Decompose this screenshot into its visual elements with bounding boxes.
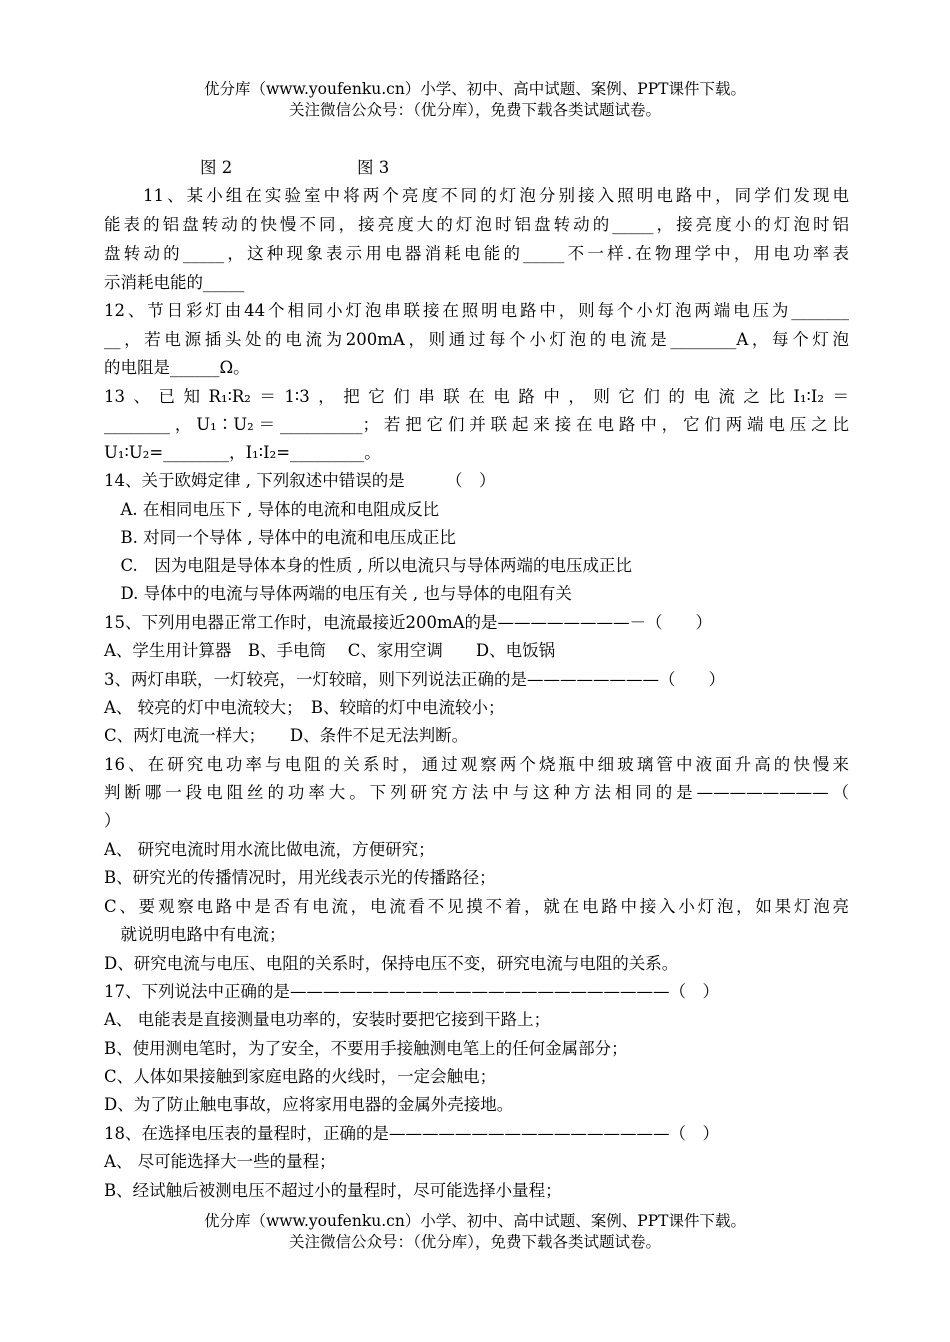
- q12-line-2: __，若电源插头处的电流为200mA，则通过每个小灯泡的电流是________A，每个灯泡: [104, 330, 849, 349]
- q15-stem: 15、下列用电器正常工作时，电流最接近200mA的是————————－（ ）: [104, 613, 713, 632]
- q12-line-1: 12、节日彩灯由44个相同小灯泡串联接在照明电路中，则每个小灯泡两端电压为_______: [104, 301, 849, 320]
- footer-line-1: 优分库（www.youfenku.cn）小学、初中、高中试题、案例、PPT课件下载。: [203, 1212, 747, 1230]
- q14-stem: 14、关于欧姆定律 , 下列叙述中错误的是 （ ）: [104, 471, 496, 490]
- q11-line-1: 11、某小组在实验室中将两个亮度不同的灯泡分别接入照明电路中，同学们发现电: [143, 186, 849, 205]
- footer-line-2: 关注微信公众号：（优分库），免费下载各类试题试卷。: [288, 1233, 661, 1251]
- q17-option-d: D、为了防止触电事故，应将家用电器的金属外壳接地。: [104, 1095, 514, 1114]
- header-line-1: 优分库（www.youfenku.cn）小学、初中、高中试题、案例、PPT课件下载。: [203, 80, 747, 98]
- q17-option-b: B、使用测电笔时，为了安全，不要用手接触测电笔上的任何金属部分；: [104, 1039, 628, 1058]
- q14-option-a: A. 在相同电压下 , 导体的电流和电阻成反比: [104, 500, 440, 519]
- q3-stem: 3、两灯串联，一灯较亮，一灯较暗，则下列说法正确的是————————（ ）: [104, 670, 725, 689]
- q11-line-2: 能表的铝盘转动的快慢不同，接亮度大的灯泡时铝盘转动的_____，接亮度小的灯泡时铝: [104, 215, 849, 234]
- q15-options: A、学生用计算器 B、手电筒 C、家用空调 D、电饭锅: [104, 641, 556, 660]
- q12-line-3: 的电阻是______Ω。: [104, 358, 250, 377]
- q16-line-3: ）: [104, 811, 121, 830]
- q16-option-a: A、 研究电流时用水流比做电流，方便研究；: [104, 840, 435, 859]
- figure-3-caption: 图 3: [357, 158, 390, 177]
- q3-options-ab: A、 较亮的灯中电流较大； B、较暗的灯中电流较小；: [104, 698, 505, 717]
- q16-option-c-line-1: C、要观察电路中是否有电流，电流看不见摸不着，就在电路中接入小灯泡，如果灯泡亮: [104, 897, 849, 916]
- q17-option-c: C、人体如果接触到家庭电路的火线时，一定会触电；: [104, 1067, 497, 1086]
- q18-option-b: B、经试触后被测电压不超过小的量程时，尽可能选择小量程；: [104, 1181, 562, 1200]
- q14-option-b: B. 对同一个导体 , 导体中的电流和电压成正比: [104, 528, 456, 547]
- q16-option-d: D、研究电流与电压、电阻的关系时，保持电压不变，研究电流与电阻的关系。: [104, 954, 679, 973]
- q13-line-3: U₁∶U₂=________，I₁∶I₂=_________。: [104, 443, 381, 462]
- q16-line-2: 判断哪一段电阻丝的功率大。下列研究方法中与这种方法相同的是————————（: [104, 783, 849, 802]
- q11-line-3: 盘转动的_____，这种现象表示用电器消耗电能的_____不一样.在物理学中，用电功率表: [104, 244, 849, 263]
- q18-stem: 18、在选择电压表的量程时，正确的是—————————————————（ ）: [104, 1124, 719, 1143]
- q14-option-d: D. 导体中的电流与导体两端的电压有关 , 也与导体的电阻有关: [104, 584, 572, 603]
- q16-line-1: 16、在研究电功率与电阻的关系时，通过观察两个烧瓶中细玻璃管中液面升高的快慢来: [104, 755, 849, 774]
- q13-line-2: ________，U₁∶U₂＝__________；若把它们并联起来接在电路中，它们两端电压之比: [104, 415, 849, 434]
- q17-option-a: A、 电能表是直接测量电功率的，安装时要把它接到干路上；: [104, 1010, 551, 1029]
- q14-option-c: C. 因为电阻是导体本身的性质 , 所以电流只与导体两端的电压成正比: [104, 556, 633, 575]
- q17-stem: 17、下列说法中正确的是———————————————————————（ ）: [104, 982, 719, 1001]
- q13-line-1: 13、已知R₁∶R₂＝1∶3，把它们串联在电路中，则它们的电流之比I₁∶I₂＝: [104, 387, 849, 406]
- figure-2-caption: 图 2: [200, 158, 233, 177]
- q16-option-b: B、研究光的传播情况时，用光线表示光的传播路径；: [104, 868, 496, 887]
- q16-option-c-line-2: 就说明电路中有电流；: [104, 925, 286, 944]
- q11-line-4: 示消耗电能的_____: [104, 273, 245, 292]
- q18-option-a: A、 尽可能选择大一些的量程；: [104, 1152, 336, 1171]
- header-line-2: 关注微信公众号：（优分库），免费下载各类试题试卷。: [288, 101, 661, 119]
- q3-options-cd: C、两灯电流一样大； D、条件不足无法判断。: [104, 726, 469, 745]
